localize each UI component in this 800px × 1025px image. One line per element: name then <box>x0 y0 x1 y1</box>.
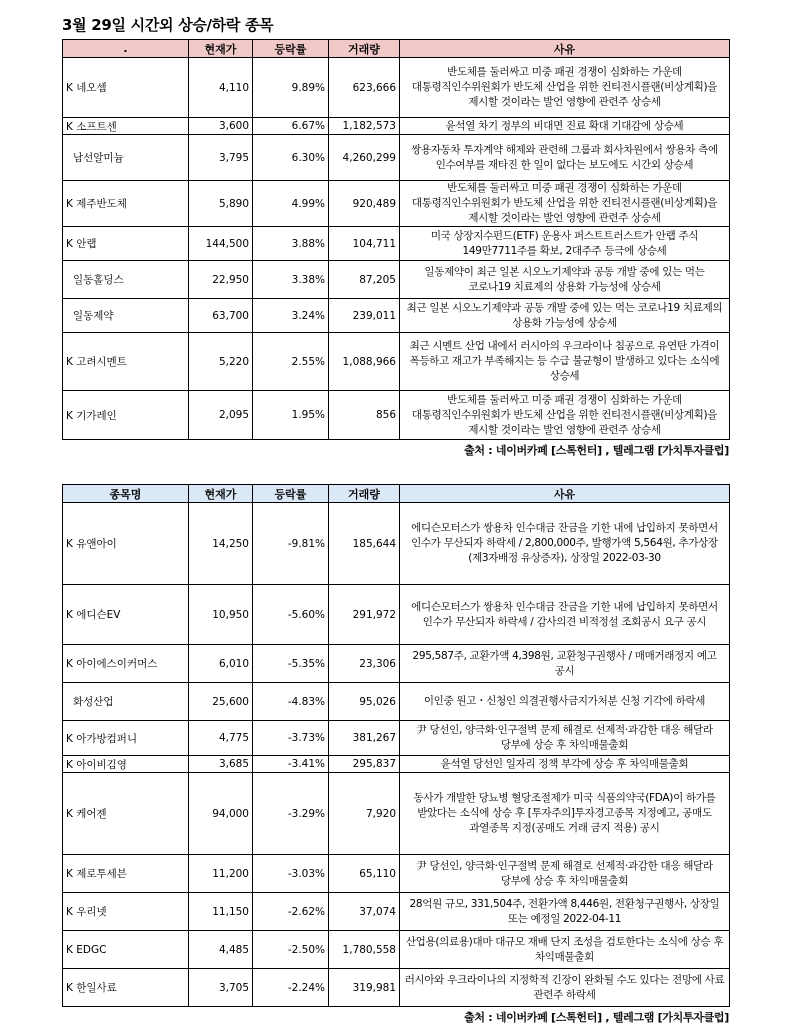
rising-stocks-table <box>62 39 730 440</box>
volume-cell: 1,780,558 <box>329 931 400 969</box>
price-cell: 5,890 <box>189 181 253 227</box>
table-row <box>63 773 730 855</box>
stock-name: 남선알미늄 <box>63 135 189 181</box>
table-row <box>63 893 730 931</box>
col-header-reason: 사유 <box>400 40 730 58</box>
reason-cell: 에디슨모터스가 쌍용차 인수대금 잔금을 기한 내에 납입하지 못하면서 인수가 무산되자 하락세 / 2,800,000주, 발행가액 5,564원, 추가상장(제3자배정 유상증자), 상장일 2022-03-30 <box>400 503 730 585</box>
stock-name: K 우리넷 <box>63 893 189 931</box>
table-row <box>63 333 730 391</box>
volume-cell: 185,644 <box>329 503 400 585</box>
price-cell: 14,250 <box>189 503 253 585</box>
reason-cell: 미국 상장지수펀드(ETF) 운용사 퍼스트트러스트가 안랩 주식 149만7711주를 확보, 2대주주 등극에 상승세 <box>400 227 730 261</box>
volume-cell: 4,260,299 <box>329 135 400 181</box>
reason-cell: 최근 일본 시오노기제약과 공동 개발 중에 있는 먹는 코로나19 치료제의 상용화 가능성에 상승세 <box>400 299 730 333</box>
table-row <box>63 58 730 118</box>
col-header-price: 현재가 <box>189 485 253 503</box>
stock-name: 화성산업 <box>63 683 189 721</box>
change-cell: 6.67% <box>253 118 329 135</box>
volume-cell: 856 <box>329 391 400 440</box>
change-cell: -2.50% <box>253 931 329 969</box>
price-cell: 3,705 <box>189 969 253 1007</box>
price-cell: 2,095 <box>189 391 253 440</box>
stock-name: K 아이비김영 <box>63 756 189 773</box>
volume-cell: 87,205 <box>329 261 400 299</box>
volume-cell: 65,110 <box>329 855 400 893</box>
table-header-row <box>63 40 730 58</box>
volume-cell: 23,306 <box>329 645 400 683</box>
price-cell: 3,600 <box>189 118 253 135</box>
reason-cell: 에디슨모터스가 쌍용차 인수대금 잔금을 기한 내에 납입하지 못하면서 인수가 무산되자 하락세 / 감사의견 비적정설 조회공시 요구 공시 <box>400 585 730 645</box>
change-cell: -3.29% <box>253 773 329 855</box>
change-cell: -3.41% <box>253 756 329 773</box>
table-row <box>63 227 730 261</box>
price-cell: 5,220 <box>189 333 253 391</box>
stock-name: K EDGC <box>63 931 189 969</box>
reason-cell: 일동제약이 최근 일본 시오노기제약과 공동 개발 중에 있는 먹는 코로나19 치료제의 상용화 가능성에 상승세 <box>400 261 730 299</box>
change-cell: 2.55% <box>253 333 329 391</box>
col-header-change: 등락률 <box>253 40 329 58</box>
col-header-volume: 거래량 <box>329 40 400 58</box>
stock-name: K 유앤아이 <box>63 503 189 585</box>
table-row <box>63 969 730 1007</box>
reason-cell: 28억원 규모, 331,504주, 전환가액 8,446원, 전환청구권행사, 상장일 또는 예정일 2022-04-11 <box>400 893 730 931</box>
volume-cell: 104,711 <box>329 227 400 261</box>
price-cell: 3,795 <box>189 135 253 181</box>
price-cell: 11,200 <box>189 855 253 893</box>
change-cell: -2.24% <box>253 969 329 1007</box>
price-cell: 11,150 <box>189 893 253 931</box>
price-cell: 4,485 <box>189 931 253 969</box>
volume-cell: 623,666 <box>329 58 400 118</box>
col-header-reason: 사유 <box>400 485 730 503</box>
falling-stocks-table <box>62 484 730 1007</box>
col-header-change: 등락률 <box>253 485 329 503</box>
table-row <box>63 855 730 893</box>
stock-name: 일동홀딩스 <box>63 261 189 299</box>
price-cell: 94,000 <box>189 773 253 855</box>
volume-cell: 381,267 <box>329 721 400 756</box>
table-row <box>63 931 730 969</box>
source-note: 출처 : 네이버카페 [스톡헌터] , 텔레그램 [가치투자클럽] <box>464 444 729 457</box>
volume-cell: 1,182,573 <box>329 118 400 135</box>
price-cell: 25,600 <box>189 683 253 721</box>
price-cell: 3,685 <box>189 756 253 773</box>
reason-cell: 윤석열 차기 정부의 비대면 진료 확대 기대감에 상승세 <box>400 118 730 135</box>
volume-cell: 1,088,966 <box>329 333 400 391</box>
col-header-volume: 거래량 <box>329 485 400 503</box>
stock-name: K 제로투세븐 <box>63 855 189 893</box>
change-cell: -2.62% <box>253 893 329 931</box>
stock-name: K 안랩 <box>63 227 189 261</box>
reason-cell: 최근 시멘트 산업 내에서 러시아의 우크라이나 침공으로 유연탄 가격이 폭등하고 재고가 부족해지는 등 수급 불균형이 발생하고 있다는 소식에 상승세 <box>400 333 730 391</box>
stock-name: K 고려시멘트 <box>63 333 189 391</box>
change-cell: -9.81% <box>253 503 329 585</box>
stock-name: K 네오셈 <box>63 58 189 118</box>
volume-cell: 319,981 <box>329 969 400 1007</box>
stock-name: K 케어젠 <box>63 773 189 855</box>
reason-cell: 295,587주, 교환가액 4,398원, 교환청구권행사 / 매매거래정지 예고 공시 <box>400 645 730 683</box>
table-row <box>63 391 730 440</box>
change-cell: 3.88% <box>253 227 329 261</box>
stock-name: K 아가방컴퍼니 <box>63 721 189 756</box>
price-cell: 144,500 <box>189 227 253 261</box>
table-row <box>63 721 730 756</box>
stock-name: K 소프트센 <box>63 118 189 135</box>
price-cell: 6,010 <box>189 645 253 683</box>
price-cell: 4,110 <box>189 58 253 118</box>
price-cell: 63,700 <box>189 299 253 333</box>
reason-cell: 윤석열 당선인 일자리 정책 부각에 상승 후 차익매물출회 <box>400 756 730 773</box>
change-cell: -3.73% <box>253 721 329 756</box>
reason-cell: 尹 당선인, 양극화·인구절벽 문제 해결로 선제적·과감한 대응 해달라 당부에 상승 후 차익매물출회 <box>400 721 730 756</box>
stock-name: K 에디슨EV <box>63 585 189 645</box>
price-cell: 22,950 <box>189 261 253 299</box>
reason-cell: 반도체를 둘러싸고 미중 패권 경쟁이 심화하는 가운데 대통령직인수위원회가 반도체 산업을 위한 컨티전시플랜(비상계획)을 제시할 것이라는 발언 영향에 관련주 상승세 <box>400 181 730 227</box>
volume-cell: 295,837 <box>329 756 400 773</box>
stock-name: K 아이에스이커머스 <box>63 645 189 683</box>
table-row <box>63 118 730 135</box>
price-cell: 4,775 <box>189 721 253 756</box>
table-row <box>63 645 730 683</box>
change-cell: -5.35% <box>253 645 329 683</box>
table-row <box>63 683 730 721</box>
change-cell: 3.38% <box>253 261 329 299</box>
table-row <box>63 135 730 181</box>
change-cell: 9.89% <box>253 58 329 118</box>
reason-cell: 동사가 개발한 당뇨병 혈당조절제가 미국 식품의약국(FDA)이 하가를 받았다는 소식에 상승 후 [투자주의]투자경고종목 지정예고, 공매도 과열종목 지정(공매도 거래 금지 적용) 공시 <box>400 773 730 855</box>
table-row <box>63 756 730 773</box>
stock-name: 일동제약 <box>63 299 189 333</box>
col-header-name: . <box>63 40 189 58</box>
change-cell: 3.24% <box>253 299 329 333</box>
volume-cell: 95,026 <box>329 683 400 721</box>
source-note: 출처 : 네이버카페 [스톡헌터] , 텔레그램 [가치투자클럽] <box>464 1011 729 1024</box>
change-cell: -3.03% <box>253 855 329 893</box>
stock-name: K 기가레인 <box>63 391 189 440</box>
table-row <box>63 503 730 585</box>
reason-cell: 러시아와 우크라이나의 지정학적 긴장이 완화될 수도 있다는 전망에 사료 관련주 하락세 <box>400 969 730 1007</box>
reason-cell: 산업용(의료용)대마 대규모 재배 단지 조성을 검토한다는 소식에 상승 후 차익매물출회 <box>400 931 730 969</box>
table-row <box>63 299 730 333</box>
col-header-name: 종목명 <box>63 485 189 503</box>
page-title: 3월 29일 시간외 상승/하락 종목 <box>62 16 274 34</box>
volume-cell: 291,972 <box>329 585 400 645</box>
volume-cell: 239,011 <box>329 299 400 333</box>
volume-cell: 37,074 <box>329 893 400 931</box>
volume-cell: 920,489 <box>329 181 400 227</box>
table-header-row <box>63 485 730 503</box>
table-row <box>63 261 730 299</box>
change-cell: 6.30% <box>253 135 329 181</box>
change-cell: 4.99% <box>253 181 329 227</box>
volume-cell: 7,920 <box>329 773 400 855</box>
reason-cell: 반도체를 둘러싸고 미중 패권 경쟁이 심화하는 가운데 대통령직인수위원회가 반도체 산업을 위한 컨티전시플랜(비상계획)을 제시할 것이라는 발언 영향에 관련주 상승세 <box>400 391 730 440</box>
table-row <box>63 585 730 645</box>
price-cell: 10,950 <box>189 585 253 645</box>
change-cell: 1.95% <box>253 391 329 440</box>
col-header-price: 현재가 <box>189 40 253 58</box>
table-row <box>63 181 730 227</box>
stock-name: K 제주반도체 <box>63 181 189 227</box>
reason-cell: 尹 당선인, 양극화·인구절벽 문제 해결로 선제적·과감한 대응 해달라 당부에 상승 후 차익매물출회 <box>400 855 730 893</box>
reason-cell: 이인중 원고・신청인 의결권행사금지가처분 신청 기각에 하락세 <box>400 683 730 721</box>
change-cell: -5.60% <box>253 585 329 645</box>
reason-cell: 반도체를 둘러싸고 미중 패권 경쟁이 심화하는 가운데 대통령직인수위원회가 반도체 산업을 위한 컨티전시플랜(비상계획)을 제시할 것이라는 발언 영향에 관련주 상승세 <box>400 58 730 118</box>
change-cell: -4.83% <box>253 683 329 721</box>
reason-cell: 쌍용자동차 투자계약 해제와 관련해 그룹과 회사차원에서 쌍용차 측에 인수여부를 재타진 한 일이 없다는 보도에도 시간외 상승세 <box>400 135 730 181</box>
stock-name: K 한일사료 <box>63 969 189 1007</box>
